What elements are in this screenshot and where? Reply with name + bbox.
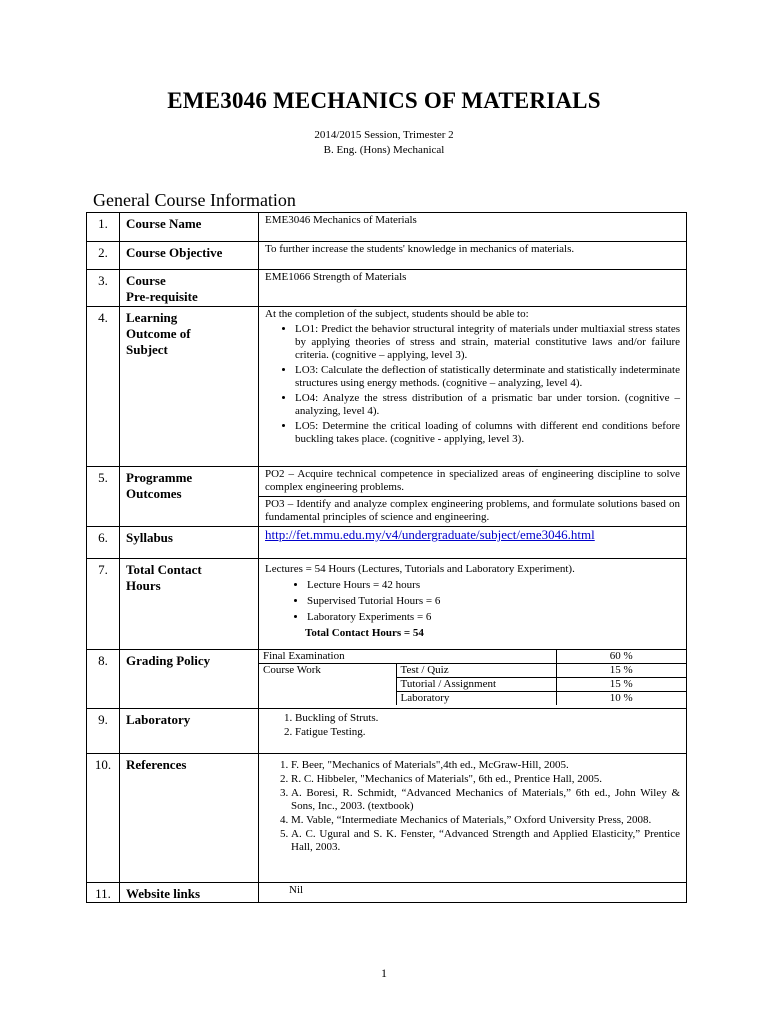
row-number: 2.	[87, 242, 120, 270]
row-number: 3.	[87, 270, 120, 307]
list-item: 1. F. Beer, "Mechanics of Materials",4th ed., McGraw-Hill, 2005.	[291, 759, 680, 772]
list-item: • Supervised Tutorial Hours = 6	[307, 595, 680, 608]
table-row	[259, 664, 686, 678]
grading-final-pct: 60 %	[556, 650, 686, 664]
prerequisite-value: EME1066 Strength of Materials	[259, 270, 687, 307]
laboratory-content	[259, 709, 687, 754]
grading-coursework-label: Course Work	[259, 664, 396, 706]
table-row	[87, 213, 687, 242]
label-line: Total Contact	[126, 562, 202, 577]
table-row	[87, 754, 687, 883]
grading-component-name: Test / Quiz	[396, 664, 556, 678]
section-heading: General Course Information	[93, 190, 296, 210]
label-line: Pre-requisite	[126, 289, 198, 304]
list-item: • Laboratory Experiments = 6	[307, 611, 680, 624]
label-line: Course	[126, 273, 166, 288]
grading-final-label: Final Examination	[259, 650, 556, 664]
table-row	[259, 650, 686, 664]
list-item: • Lecture Hours = 42 hours	[307, 579, 680, 592]
list-item: 2. R. C. Hibbeler, "Mechanics of Materials", 6th ed., Prentice Hall, 2005.	[291, 773, 680, 786]
table-row	[87, 650, 687, 709]
po3-text: PO3 – Identify and analyze complex engineering problems, and formulate solutions based on fundamental principles of science and engineering.	[265, 498, 680, 523]
row-label-programme-outcomes	[120, 467, 259, 527]
row-label-website-links: Website links	[120, 883, 259, 903]
row-number: 10.	[87, 754, 120, 883]
row-number: 11.	[87, 883, 120, 903]
learning-outcome-intro: At the completion of the subject, students should be able to:	[265, 308, 529, 320]
table-row	[87, 883, 687, 903]
row-number: 1.	[87, 213, 120, 242]
session-line: 2014/2015 Session, Trimester 2	[314, 129, 454, 141]
po2-text: PO2 – Acquire technical competence in specialized areas of engineering discipline to solve complex engineering problems.	[259, 467, 686, 497]
list-item: • LO3: Calculate the deflection of statistically determinate and statistically indeterminate structures using energy methods. (cognitive – analyzing, level 4).	[295, 364, 680, 390]
programme-outcomes-content	[259, 467, 687, 527]
list-item: • LO1: Predict the behavior structural integrity of materials under multiaxial stress states by applying theories of stress and strain, material constitutive laws and/or failure criteria. (cognitive – applying, level 3).	[295, 323, 680, 362]
row-number: 8.	[87, 650, 120, 709]
list-item: 4. M. Vable, “Intermediate Mechanics of Materials,” Oxford University Press, 2008.	[291, 814, 680, 827]
grading-component-name: Laboratory	[396, 692, 556, 706]
row-label-laboratory: Laboratory	[120, 709, 259, 754]
programme-line: B. Eng. (Hons) Mechanical	[323, 144, 445, 156]
row-number: 5.	[87, 467, 120, 527]
learning-outcome-list	[265, 323, 680, 446]
list-item: 5. A. C. Ugural and S. K. Fenster, “Advanced Strength and Applied Elasticity,” Prentice Hall, 2003.	[291, 828, 680, 854]
list-item: • LO4: Analyze the stress distribution of a prismatic bar under torsion. (cognitive – analyzing, level 4).	[295, 392, 680, 418]
row-label-prerequisite	[120, 270, 259, 307]
website-links-value: Nil	[259, 883, 687, 903]
row-label-learning-outcome	[120, 307, 259, 467]
course-objective-value: To further increase the students' knowledge in mechanics of materials.	[259, 242, 687, 270]
list-item: 1. Buckling of Struts.	[295, 712, 680, 725]
table-row	[87, 709, 687, 754]
contact-hours-content	[259, 559, 687, 650]
table-row	[87, 242, 687, 270]
grading-component-pct: 15 %	[556, 664, 686, 678]
grading-component-pct: 10 %	[556, 692, 686, 706]
grading-policy-content	[259, 650, 687, 709]
row-label-course-name: Course Name	[120, 213, 259, 242]
contact-hours-intro: Lectures = 54 Hours (Lectures, Tutorials and Laboratory Experiment).	[265, 563, 575, 575]
laboratory-list	[265, 712, 680, 739]
row-label-syllabus: Syllabus	[120, 527, 259, 559]
table-row	[87, 467, 687, 527]
grading-component-pct: 15 %	[556, 678, 686, 692]
label-line: Outcome of	[126, 326, 191, 341]
label-line: Outcomes	[126, 486, 182, 501]
course-name-value: EME3046 Mechanics of Materials	[259, 213, 687, 242]
document-title: EME3046 MECHANICS OF MATERIALS	[167, 88, 601, 113]
list-item: 3. A. Boresi, R. Schmidt, “Advanced Mechanics of Materials,” 6th ed., John Wiley & Sons, Inc., 2003. (textbook)	[291, 787, 680, 813]
grading-component-name: Tutorial / Assignment	[396, 678, 556, 692]
total-contact-hours: Total Contact Hours = 54	[305, 627, 424, 639]
list-item: 2. Fatigue Testing.	[295, 726, 680, 739]
list-item: • LO5: Determine the critical loading of columns with different end conditions before buckling takes place. (cognitive - applying, level 3).	[295, 420, 680, 446]
label-line: Programme	[126, 470, 193, 485]
row-number: 9.	[87, 709, 120, 754]
references-list	[265, 759, 680, 854]
learning-outcome-content	[259, 307, 687, 467]
table-row	[87, 559, 687, 650]
row-label-course-objective: Course Objective	[120, 242, 259, 270]
syllabus-content	[259, 527, 687, 559]
table-row	[87, 270, 687, 307]
row-number: 4.	[87, 307, 120, 467]
label-line: Learning	[126, 310, 178, 325]
course-info-table	[86, 212, 687, 903]
row-label-grading-policy: Grading Policy	[120, 650, 259, 709]
page-number: 1	[381, 966, 387, 980]
references-content	[259, 754, 687, 883]
syllabus-link[interactable]: http://fet.mmu.edu.my/v4/undergraduate/subject/eme3046.html	[265, 527, 595, 542]
grading-table	[259, 650, 686, 705]
row-label-contact-hours	[120, 559, 259, 650]
row-number: 6.	[87, 527, 120, 559]
row-label-references: References	[120, 754, 259, 883]
table-row	[87, 307, 687, 467]
label-line: Hours	[126, 578, 161, 593]
table-row	[87, 527, 687, 559]
label-line: Subject	[126, 342, 168, 357]
contact-hours-list	[265, 579, 680, 624]
row-number: 7.	[87, 559, 120, 650]
